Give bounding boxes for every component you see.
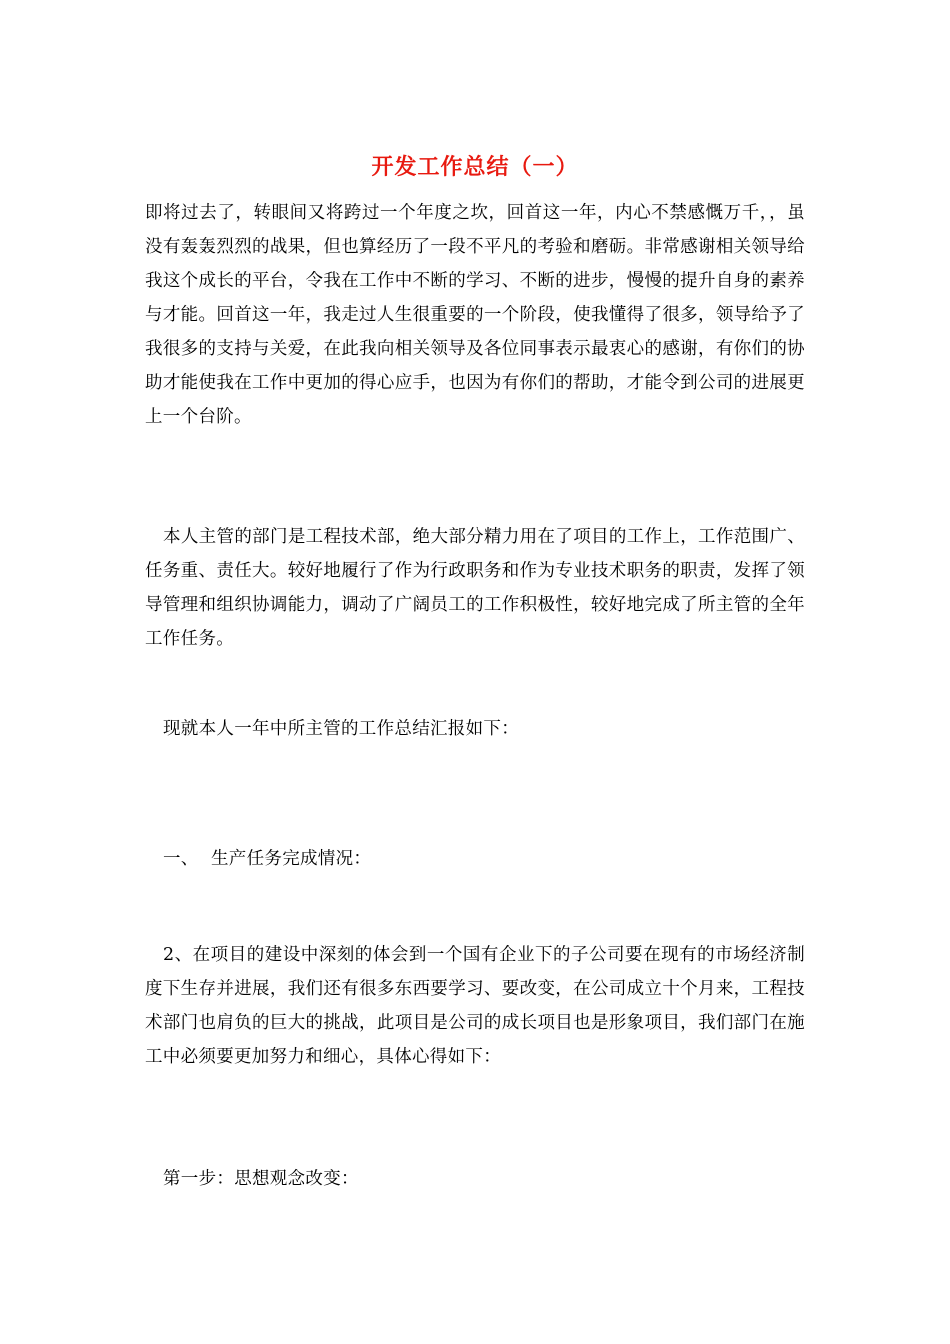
responsibility-paragraph: 本人主管的部门是工程技术部，绝大部分精力用在了项目的工作上，工作范围广、任务重、责任大。较好地履行了作为行政职务和作为专业技术职务的职责，发挥了领导管理和组织协调能力，调动了广阔员工的工作积极性，较好地完成了所主管的全年工作任务。 (145, 527, 805, 649)
section-heading (145, 842, 805, 876)
intro-paragraph: 即将过去了，转眼间又将跨过一个年度之坎，回首这一年，内心不禁感慨万千，，虽没有轰轰烈烈的战果，但也算经历了一段不平凡的考验和磨砺。非常感谢相关领导给我这个成长的平台，令我在工作中不断的学习、不断的进步，慢慢的提升自身的素养与才能。回首这一年，我走过人生很重要的一个阶段，使我懂得了很多，领导给予了我很多的支持与关爱，在此我向相关领导及各位同事表示最衷心的感谢，有你们的协助才能使我在工作中更加的得心应手，也因为有你们的帮助，才能令到公司的进展更上一个台阶。 (145, 203, 805, 427)
document-title: 开发工作总结（一） (371, 155, 579, 180)
step-1-heading: 第一步：思想观念改变： (163, 1169, 359, 1189)
report-intro-paragraph: 现就本人一年中所主管的工作总结汇报如下： (163, 719, 519, 739)
section-number: 一、 (163, 849, 199, 869)
section-heading-text: 生产任务完成情况： (211, 849, 372, 869)
item-2-paragraph: 2、在项目的建设中深刻的体会到一个国有企业下的子公司要在现有的市场经济制度下生存并进展，我们还有很多东西要学习、要改变，在公司成立十个月来，工程技术部门也肩负的巨大的挑战，此项目是公司的成长项目也是形象项目，我们部门在施工中必须要更加努力和细心，具体心得如下： (145, 945, 805, 1067)
